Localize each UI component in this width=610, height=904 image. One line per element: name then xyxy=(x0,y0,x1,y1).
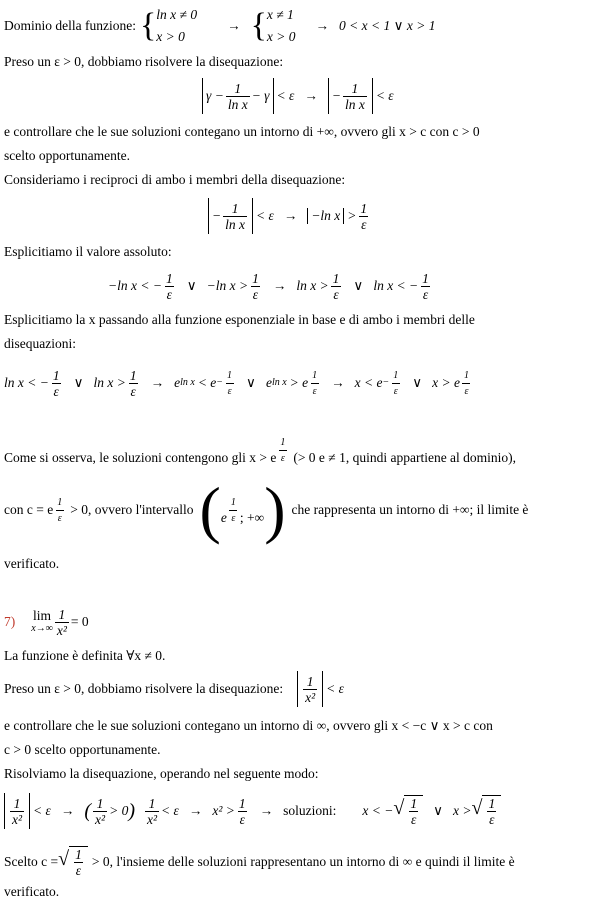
eq4-gt: > e xyxy=(289,375,309,390)
fraction xyxy=(226,81,250,112)
fraction xyxy=(55,495,64,526)
base-e: e xyxy=(174,375,181,390)
eq3-p2: −ln x > xyxy=(206,278,249,293)
fraction xyxy=(93,796,107,827)
numerator: 1 xyxy=(332,270,340,286)
domain-label: Dominio della funzione: xyxy=(4,18,136,33)
eq2-a-pre: − xyxy=(212,208,222,223)
exponent xyxy=(53,495,66,526)
fraction xyxy=(310,368,319,399)
inequality-4 xyxy=(4,358,473,408)
numerator: 1 xyxy=(230,496,236,508)
eq3-p1: −ln x < − xyxy=(108,278,162,293)
eq5-x-lt: x < − xyxy=(362,803,394,818)
exponent xyxy=(460,368,473,399)
numerator: 1 xyxy=(360,200,368,216)
domain-system-2 xyxy=(267,4,296,48)
fraction xyxy=(408,796,419,827)
fraction xyxy=(223,201,247,232)
interval-post: che rappresenta un intorno di +∞; il limite è xyxy=(291,502,529,517)
interval-line xyxy=(4,470,528,550)
right-paren: ) xyxy=(128,800,135,822)
numerator: 1 xyxy=(488,796,496,811)
fraction xyxy=(164,271,175,302)
numerator: 1 xyxy=(165,270,173,286)
domain-result: 0 < x < 1 ∨ x > 1 xyxy=(339,18,436,33)
numerator: 1 xyxy=(306,673,314,689)
interval-end: ; +∞ xyxy=(239,509,265,525)
numerator: 1 xyxy=(463,369,469,381)
fraction xyxy=(303,674,317,705)
eq5-x2: x² > xyxy=(212,803,235,818)
absolute-value xyxy=(208,198,253,234)
fraction xyxy=(10,796,24,827)
fraction xyxy=(278,435,287,466)
denominator: x² xyxy=(147,811,158,827)
eq1-left-post: − γ xyxy=(251,88,270,103)
eq2-b-gt: > xyxy=(347,208,357,223)
base-e: e xyxy=(265,375,272,390)
denominator: ε xyxy=(279,450,287,466)
limit xyxy=(31,609,53,635)
base-e: e xyxy=(220,509,227,525)
numerator: 1 xyxy=(312,369,318,381)
exponent: ln x xyxy=(271,377,287,388)
inequality-1 xyxy=(202,76,394,116)
denominator: ln x xyxy=(227,96,248,112)
fraction xyxy=(462,368,471,399)
text-line: Esplicitiamo la x passando alla funzione esponenziale in base e di ambo i membri delle xyxy=(4,312,475,327)
fraction xyxy=(128,368,139,399)
fraction xyxy=(343,81,367,112)
eq5-lt2: < ε xyxy=(161,803,179,818)
eq1-right-lt: < ε xyxy=(375,88,394,103)
limit-word: lim xyxy=(33,608,52,623)
exercise-number: 7) xyxy=(4,614,16,629)
numerator: 1 xyxy=(280,437,286,448)
exercise-7 xyxy=(4,604,89,640)
or-symbol: ∨ xyxy=(73,375,84,390)
inequality-5 xyxy=(4,788,501,834)
denominator: ε xyxy=(166,286,172,302)
denominator: ε xyxy=(333,286,339,302)
sys2-row1: x ≠ 1 xyxy=(266,7,294,22)
sys1-row1: ln x ≠ 0 xyxy=(156,7,198,22)
denominator: ε xyxy=(311,383,319,399)
text-line: e controllare che le sue soluzioni contegano un intorno di +∞, ovvero gli x > c con c > 0 xyxy=(4,124,480,139)
right-paren: ) xyxy=(264,474,286,545)
left-brace: { xyxy=(139,7,157,44)
numerator: 1 xyxy=(96,795,104,811)
inequality-2 xyxy=(208,196,371,236)
denominator: ε xyxy=(462,383,470,399)
exponent: ln x xyxy=(180,377,195,388)
numerator: 1 xyxy=(13,795,21,811)
square-root: √ $\frac{1}{\varepsilon}$ xyxy=(393,795,423,827)
numerator: 1 xyxy=(393,369,399,381)
numerator: 1 xyxy=(227,369,233,381)
sys2-row2: x > 0 xyxy=(266,29,296,44)
denominator: ε xyxy=(252,286,259,302)
fraction xyxy=(229,495,238,526)
text-line: Consideriamo i reciproci di ambo i membri della disequazione: xyxy=(4,172,346,187)
absolute-value xyxy=(4,793,30,829)
limit-eq: = 0 xyxy=(70,614,89,629)
eq4-lt: < e xyxy=(197,375,217,390)
numerator: 1 xyxy=(58,606,66,622)
left-brace: { xyxy=(250,7,267,44)
fraction xyxy=(486,796,497,827)
text-line: Esplicitiamo il valore assoluto: xyxy=(4,244,172,259)
interval-content xyxy=(221,495,264,526)
interval-mid: > 0, ovvero l'intervallo xyxy=(70,502,194,517)
fraction xyxy=(391,368,400,399)
numerator: 1 xyxy=(238,795,246,811)
observation-pre: Come si osserva, le soluzioni contengono gli x > e xyxy=(4,450,277,465)
limit-sub: x→∞ xyxy=(31,623,53,634)
inequality-pre: Preso un ε > 0, dobbiamo risolvere la disequazione: xyxy=(4,681,284,696)
implies-arrow-icon: → xyxy=(60,803,75,818)
fraction xyxy=(51,368,62,399)
denominator: ε xyxy=(229,510,237,526)
exponent xyxy=(216,368,236,399)
text-line: c > 0 scelto opportunamente. xyxy=(4,742,161,757)
fraction xyxy=(73,847,84,878)
observation-line xyxy=(4,420,516,466)
text-line: disequazioni: xyxy=(4,336,76,351)
conclusion-post: > 0, l'insieme delle soluzioni rappresentano un intorno di ∞ e quindi il limite è xyxy=(91,854,515,869)
conclusion-pre: Scelto c = xyxy=(4,854,59,869)
numerator: 1 xyxy=(252,270,259,286)
absolute-value xyxy=(202,78,274,114)
sys1-row2: x > 0 xyxy=(156,29,185,44)
fraction xyxy=(145,796,159,827)
or-symbol: ∨ xyxy=(246,375,256,390)
implies-arrow-icon: → xyxy=(304,88,318,103)
interval-pre: con c = e xyxy=(4,502,54,517)
left-paren: ( xyxy=(199,474,221,545)
square-root: √ $\frac{1}{\varepsilon}$ xyxy=(471,795,501,827)
minus-sign: − xyxy=(216,377,224,388)
numerator: 1 xyxy=(351,80,359,96)
absolute-value xyxy=(297,671,323,707)
eq3-p3: ln x > xyxy=(296,278,329,293)
denominator: ε xyxy=(130,383,136,399)
denominator: x² xyxy=(56,622,67,638)
conclusion-line xyxy=(4,842,515,882)
text-line: La funzione è definita ∀x ≠ 0. xyxy=(4,648,166,663)
eq1-right-pre: − xyxy=(331,88,341,103)
numerator: 1 xyxy=(57,496,63,508)
numerator: 1 xyxy=(129,367,137,383)
denominator: x² xyxy=(12,811,23,827)
eq1-lt: < ε xyxy=(276,88,295,103)
observation-post: (> 0 e ≠ 1, quindi appartiene al dominio), xyxy=(293,450,517,465)
implies-arrow-icon: → xyxy=(272,278,287,293)
implies-arrow-icon: → xyxy=(227,18,241,33)
exponent xyxy=(382,368,402,399)
numerator: 1 xyxy=(234,80,242,96)
denominator: ε xyxy=(392,383,400,399)
implies-arrow-icon: → xyxy=(259,803,274,818)
eq4-p1: ln x < − xyxy=(4,375,49,390)
fraction xyxy=(358,201,369,232)
eq5-lt: < ε xyxy=(33,803,51,818)
numerator: 1 xyxy=(75,847,82,862)
denominator: ε xyxy=(226,383,234,399)
or-symbol: ∨ xyxy=(186,278,197,293)
implies-arrow-icon: → xyxy=(283,208,298,223)
eq4-x-lt: x < e xyxy=(354,375,383,390)
inequality-line xyxy=(4,668,344,710)
fraction xyxy=(55,607,69,638)
denominator: ε xyxy=(361,216,367,232)
domain-line xyxy=(4,4,435,48)
fraction xyxy=(420,271,431,302)
or-symbol: ∨ xyxy=(412,375,423,390)
absolute-value: −ln x xyxy=(307,208,344,224)
denominator: ε xyxy=(489,812,495,827)
exponent xyxy=(227,495,240,526)
eq2-a-lt: < ε xyxy=(256,208,274,223)
text-line: scelto opportunamente. xyxy=(4,148,130,163)
text-line: Preso un ε > 0, dobbiamo risolvere la disequazione: xyxy=(4,54,284,69)
eq3-p4: ln x < − xyxy=(373,278,419,293)
eq5-gt0: > 0 xyxy=(109,803,129,818)
eq4-x-gt: x > e xyxy=(432,375,460,390)
fraction xyxy=(250,271,261,302)
exponent xyxy=(308,368,321,399)
implies-arrow-icon: → xyxy=(315,18,330,33)
implies-arrow-icon: → xyxy=(188,803,203,818)
denominator: ε xyxy=(422,286,429,302)
denominator: ε xyxy=(53,383,59,399)
denominator: ln x xyxy=(225,216,245,232)
denominator: x² xyxy=(305,689,316,705)
solutions-label: soluzioni: xyxy=(283,803,337,818)
denominator: ε xyxy=(239,811,245,827)
or-symbol: ∨ xyxy=(433,803,443,818)
text-line: verificato. xyxy=(4,556,60,571)
numerator: 1 xyxy=(231,200,239,216)
or-symbol: ∨ xyxy=(353,278,364,293)
text-line: verificato. xyxy=(4,884,60,899)
eq4-p2: ln x > xyxy=(93,375,126,390)
fraction xyxy=(331,271,342,302)
eq5-x-gt: x > xyxy=(452,803,472,818)
denominator: ε xyxy=(75,863,82,878)
eq1-left-pre: γ − xyxy=(206,88,224,103)
implies-arrow-icon: → xyxy=(150,375,165,390)
square-root: √ $\frac{1}{\varepsilon}$ xyxy=(58,846,88,878)
absolute-value xyxy=(328,78,373,114)
text-line: e controllare che le sue soluzioni contegano un intorno di ∞, ovvero gli x < −c ∨ x > c con xyxy=(4,718,493,733)
denominator: ε xyxy=(411,812,417,827)
exponent xyxy=(276,435,289,466)
denominator: ln x xyxy=(344,96,365,112)
denominator: ε xyxy=(56,510,64,526)
inequality-lt: < ε xyxy=(326,681,344,696)
minus-sign: − xyxy=(382,377,390,388)
inequality-3 xyxy=(108,266,433,306)
implies-arrow-icon: → xyxy=(331,375,345,390)
domain-system-1 xyxy=(156,4,197,48)
numerator: 1 xyxy=(422,270,429,286)
numerator: 1 xyxy=(52,367,60,383)
fraction xyxy=(237,796,248,827)
text-line: Risolviamo la disequazione, operando nel seguente modo: xyxy=(4,766,319,781)
numerator: 1 xyxy=(410,796,418,811)
left-paren: ( xyxy=(84,800,92,822)
numerator: 1 xyxy=(148,795,156,811)
denominator: x² xyxy=(95,811,106,827)
fraction xyxy=(225,368,234,399)
